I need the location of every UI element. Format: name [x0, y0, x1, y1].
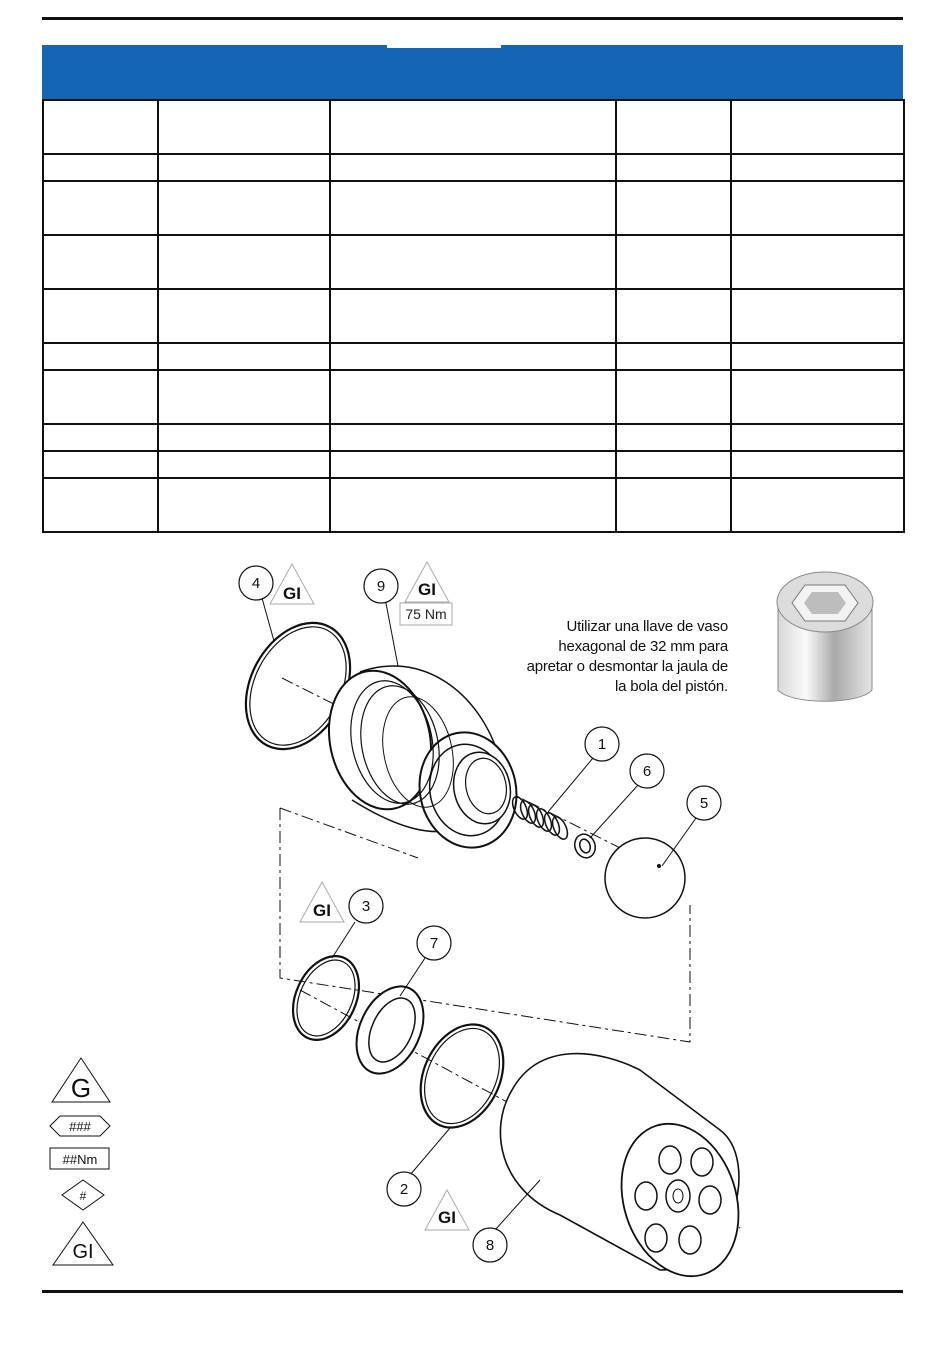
table-cell [330, 154, 616, 181]
table-cell [43, 370, 158, 424]
table-cell [158, 289, 330, 343]
table-cell [616, 451, 731, 478]
table-cell [731, 478, 904, 532]
table-row [43, 100, 904, 154]
legend-grease-gi: GI [72, 1241, 94, 1263]
table-cell [731, 343, 904, 370]
table-row [43, 478, 904, 532]
torque-value: 75 Nm [405, 606, 447, 622]
table-cell [330, 181, 616, 235]
table-cell [43, 343, 158, 370]
table-cell [731, 370, 904, 424]
table-cell [158, 343, 330, 370]
callout-6: 6 [642, 763, 652, 780]
table-row [43, 424, 904, 451]
table-cell [616, 100, 731, 154]
table-cell [616, 289, 731, 343]
callout-2: 2 [399, 1181, 409, 1198]
table-cell [731, 289, 904, 343]
table-cell [330, 424, 616, 451]
legend-quantity: ### [69, 1119, 91, 1134]
header-banner [42, 45, 903, 99]
callout-1: 1 [597, 736, 607, 753]
table-cell [43, 100, 158, 154]
table-cell [158, 181, 330, 235]
table-cell [330, 451, 616, 478]
table-cell [43, 154, 158, 181]
table-row [43, 235, 904, 289]
table-cell [731, 424, 904, 451]
note-line: hexagonal de 32 mm para [558, 638, 728, 655]
table-cell [330, 478, 616, 532]
exploded-view-diagram [0, 540, 950, 1280]
table-cell [330, 370, 616, 424]
table-row [43, 451, 904, 478]
callout-8: 8 [485, 1237, 495, 1254]
note-line: la bola del pistón. [615, 678, 728, 695]
top-rule [42, 17, 903, 20]
table-cell [43, 235, 158, 289]
table-cell [731, 235, 904, 289]
table-cell [616, 370, 731, 424]
table-cell [731, 100, 904, 154]
ball-center-dot [657, 864, 661, 868]
table-cell [330, 100, 616, 154]
table-cell [731, 154, 904, 181]
grease-label: GI [418, 580, 436, 599]
legend-single: # [79, 1189, 87, 1203]
table-cell [731, 451, 904, 478]
table-cell [158, 370, 330, 424]
callout-9: 9 [376, 578, 386, 595]
callout-4: 4 [251, 575, 261, 592]
table-row [43, 289, 904, 343]
retainer-part-6 [571, 831, 598, 860]
bottom-rule [42, 1290, 903, 1293]
note-line: apretar o desmontar la jaula de [526, 658, 728, 675]
parts-table [42, 99, 905, 533]
table-cell [43, 181, 158, 235]
callout-7: 7 [429, 935, 439, 952]
banner-notch [387, 45, 501, 48]
table-cell [616, 478, 731, 532]
table-cell [158, 424, 330, 451]
table-cell [616, 181, 731, 235]
table-cell [158, 451, 330, 478]
table-cell [330, 289, 616, 343]
legend-grease-g: G [70, 1073, 92, 1103]
callout-3: 3 [361, 898, 371, 915]
table-cell [43, 424, 158, 451]
table-cell [158, 100, 330, 154]
table-cell [158, 235, 330, 289]
note-line: Utilizar una llave de vaso [566, 618, 728, 635]
table-row [43, 181, 904, 235]
cylinder-body-part-8 [500, 1054, 757, 1280]
parts-table-body [43, 100, 904, 532]
table-cell [330, 235, 616, 289]
piston-housing-part-9 [317, 661, 527, 857]
hex-socket-image [770, 566, 882, 708]
grease-label: GI [283, 584, 301, 603]
table-cell [616, 424, 731, 451]
table-cell [330, 343, 616, 370]
table-cell [158, 478, 330, 532]
table-cell [731, 181, 904, 235]
table-cell [616, 343, 731, 370]
table-cell [616, 154, 731, 181]
table-cell [43, 451, 158, 478]
callout-5: 5 [699, 795, 709, 812]
grease-label: GI [313, 901, 331, 920]
table-row [43, 154, 904, 181]
table-row [43, 343, 904, 370]
spring-part-1 [509, 795, 570, 842]
legend-torque: ##Nm [62, 1152, 98, 1167]
table-cell [158, 154, 330, 181]
table-row [43, 370, 904, 424]
table-cell [616, 235, 731, 289]
grease-label: GI [438, 1208, 456, 1227]
backup-ring-part-7 [343, 976, 436, 1085]
table-cell [43, 478, 158, 532]
table-cell [43, 289, 158, 343]
